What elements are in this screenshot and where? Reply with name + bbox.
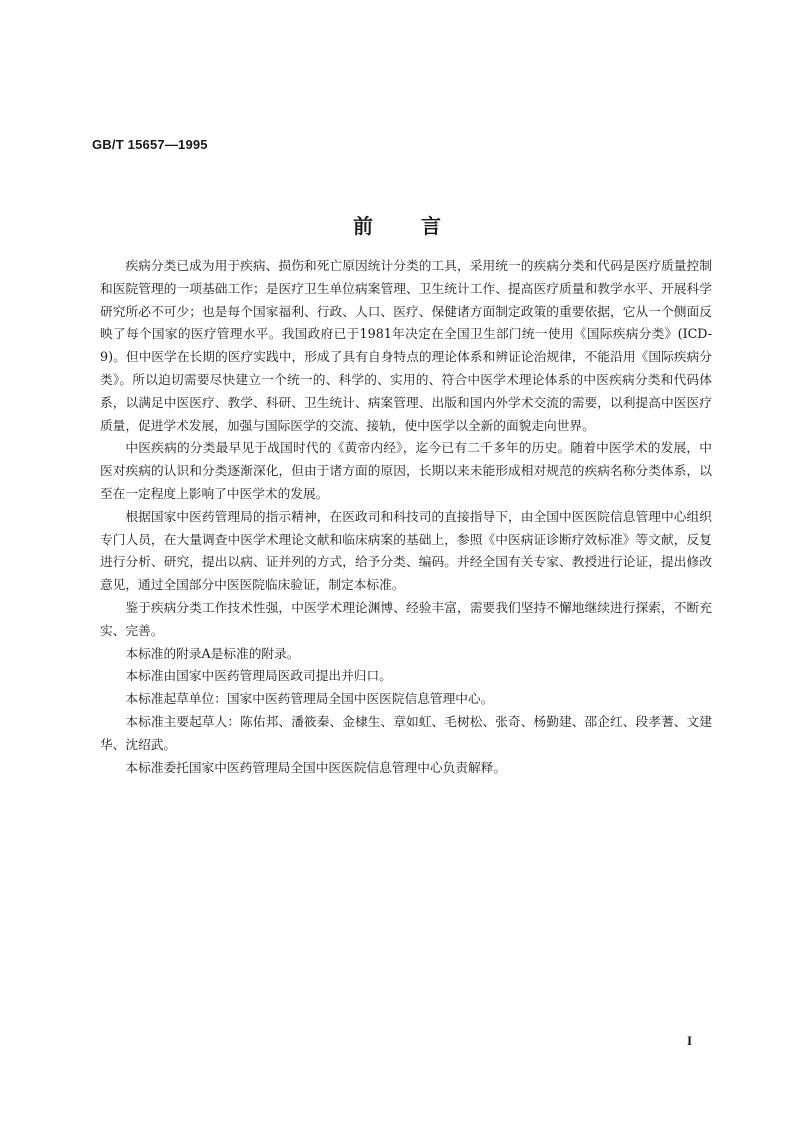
page-number: I bbox=[687, 1033, 693, 1048]
paragraph-6: 本标准由国家中医药管理局医政司提出并归口。 bbox=[125, 668, 392, 684]
paragraph-5: 本标准的附录A是标准的附录。 bbox=[125, 645, 300, 661]
paragraph-9: 本标准委托国家中医药管理局全国中医医院信息管理中心负责解释。 bbox=[125, 759, 507, 775]
document-body bbox=[100, 255, 712, 779]
page-title: 前言 bbox=[353, 214, 489, 238]
document-code: GB/T 15657—1995 bbox=[92, 137, 208, 152]
paragraph-1: 疾病分类已成为用于疾病、损伤和死亡原因统计分类的工具，采用统一的疾病分类和代码是医疗质量控制和医院管理的一项基础工作；是医疗卫生单位病案管理、卫生统计工作、提高医疗质量和教学水平、开展科学研究所必不可少；也是每个国家福利、行政、人口、医疗、保健诸方面制定政策的重要依据，它从一个侧面反映了每个国家的医疗管理水平。我国政府已于1981年决定在全国卫生部门统一使用《国际疾病分类》(ICD-9)。但中医学在长期的医疗实践中，形成了具有自身特点的理论体系和辨证论治规律，不能沿用《国际疾病分类》。所以迫切需要尽快建立一个统一的、科学的、实用的、符合中医学术理论体系的中医疾病分类和代码体系，以满足中医医疗、教学、科研、卫生统计、病案管理、出版和国内外学术交流的需要，以利提高中医医疗质量，促进学术发展，加强与国际医学的交流、接轨，使中医学以全新的面貌走向世界。 bbox=[100, 258, 712, 433]
paragraph-2: 中医疾病的分类最早见于战国时代的《黄帝内经》，迄今已有二千多年的历史。随着中医学术的发展，中医对疾病的认识和分类逐渐深化，但由于诸方面的原因，长期以来未能形成相对规范的疾病名称分类体系，以至在一定程度上影响了中医学术的发展。 bbox=[100, 440, 712, 501]
paragraph-3: 根据国家中医药管理局的指示精神，在医政司和科技司的直接指导下，由全国中医医院信息管理中心组织专门人员，在大量调查中医学术理论文献和临床病案的基础上，参照《中医病证诊断疗效标准》等文献，反复进行分析、研究，提出以病、证并列的方式，给予分类、编码。并经全国有关专家、教授进行论证，提出修改意见，通过全国部分中医医院临床验证，制定本标准。 bbox=[100, 508, 712, 593]
paragraph-7: 本标准起草单位：国家中医药管理局全国中医医院信息管理中心。 bbox=[125, 691, 494, 707]
paragraph-4: 鉴于疾病分类工作技术性强，中医学术理论渊博、经验丰富，需要我们坚持不懈地继续进行探索，不断充实、完善。 bbox=[100, 599, 712, 638]
paragraph-8: 本标准主要起草人：陈佑邦、潘筱秦、金棣生、章如虹、毛树松、张奇、杨勤建、邵企红、段孝蓍、文建华、沈绍武。 bbox=[100, 713, 712, 752]
